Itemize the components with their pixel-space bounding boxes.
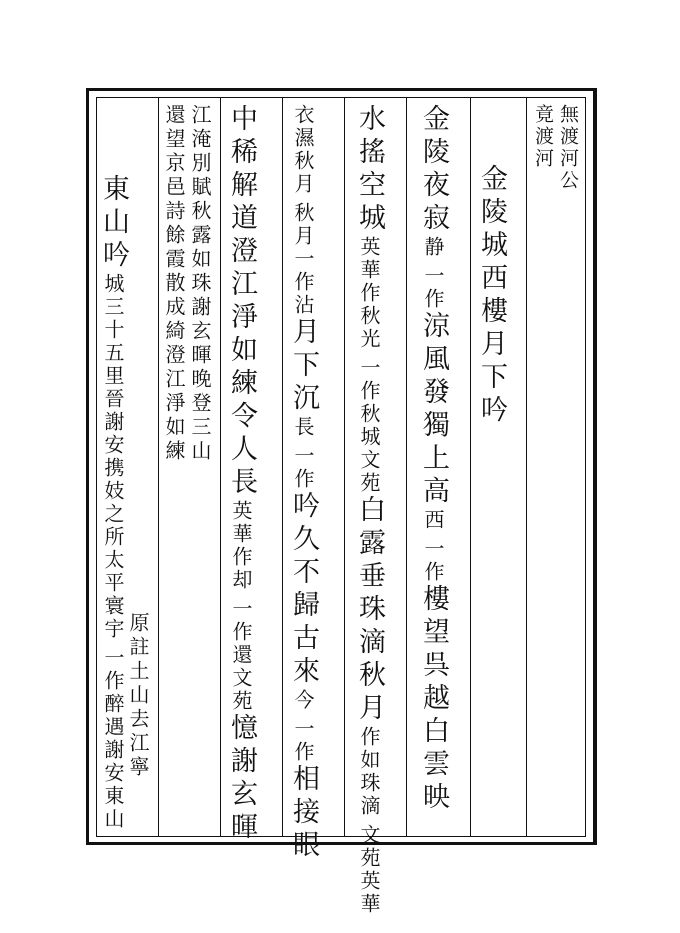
annotation: 秋月一作沾 衣濕秋月: [291, 104, 315, 317]
column-rule: [406, 97, 407, 837]
column-rule: [344, 97, 345, 837]
text-column-7: [228, 104, 255, 845]
main-text: 白露垂珠滴秋月: [354, 495, 385, 726]
main-text: 月下沉: [288, 317, 319, 416]
main-text: 憶謝玄暉: [226, 713, 257, 845]
main-text: 吟久不歸古來: [288, 491, 319, 689]
text-column-2: 竟渡河: [532, 104, 554, 170]
main-text: 樓望呉越白雲映: [418, 584, 449, 815]
text-column-6: [290, 104, 317, 863]
poem-title: 金陵城西樓月下吟: [476, 164, 507, 428]
annotation: 一作還文苑 英華作却: [229, 500, 253, 713]
annotation: 一作 西: [421, 509, 445, 584]
poem-title: 東山吟: [98, 174, 129, 273]
main-text: 中稀解道澄江淨如練令人長: [226, 104, 257, 500]
column-rule: [470, 97, 471, 837]
column-rule: [526, 97, 527, 837]
annotation: 一作 長: [291, 416, 315, 491]
text-column-8b: 還望京邑詩餘霞散成綺澄江淨如練: [162, 104, 186, 464]
text-column-4: [420, 104, 447, 815]
text-column-8a: 江淹別賦秋露如珠謝玄暉晚登三山: [188, 104, 212, 464]
column-rule: [220, 97, 221, 837]
page-edge-stub: [596, 88, 607, 845]
text-column-9: [100, 174, 127, 831]
main-text: 涼風發獨上高: [418, 311, 449, 509]
main-text: 金陵夜寂: [418, 104, 449, 236]
main-text: 水搖空城: [354, 104, 385, 236]
annotation: 一作秋城文苑 英華作秋光: [357, 236, 381, 495]
annotation: 一作醉遇謝安東山 城三十五里晉謝安携妓之所太平寰宇: [101, 273, 125, 831]
annotation: 文苑英華 作如珠滴: [357, 726, 381, 916]
column-rule: [282, 97, 283, 837]
text-column-1: 無渡河公: [557, 104, 579, 192]
text-column-5: [356, 104, 383, 916]
annotation-original-note: 原註土山去江寧: [126, 612, 150, 780]
annotation: 一作 今: [291, 689, 315, 764]
column-rule: [158, 97, 159, 837]
annotation: 一作 静: [421, 236, 445, 311]
main-text: 相接眼: [288, 764, 319, 863]
